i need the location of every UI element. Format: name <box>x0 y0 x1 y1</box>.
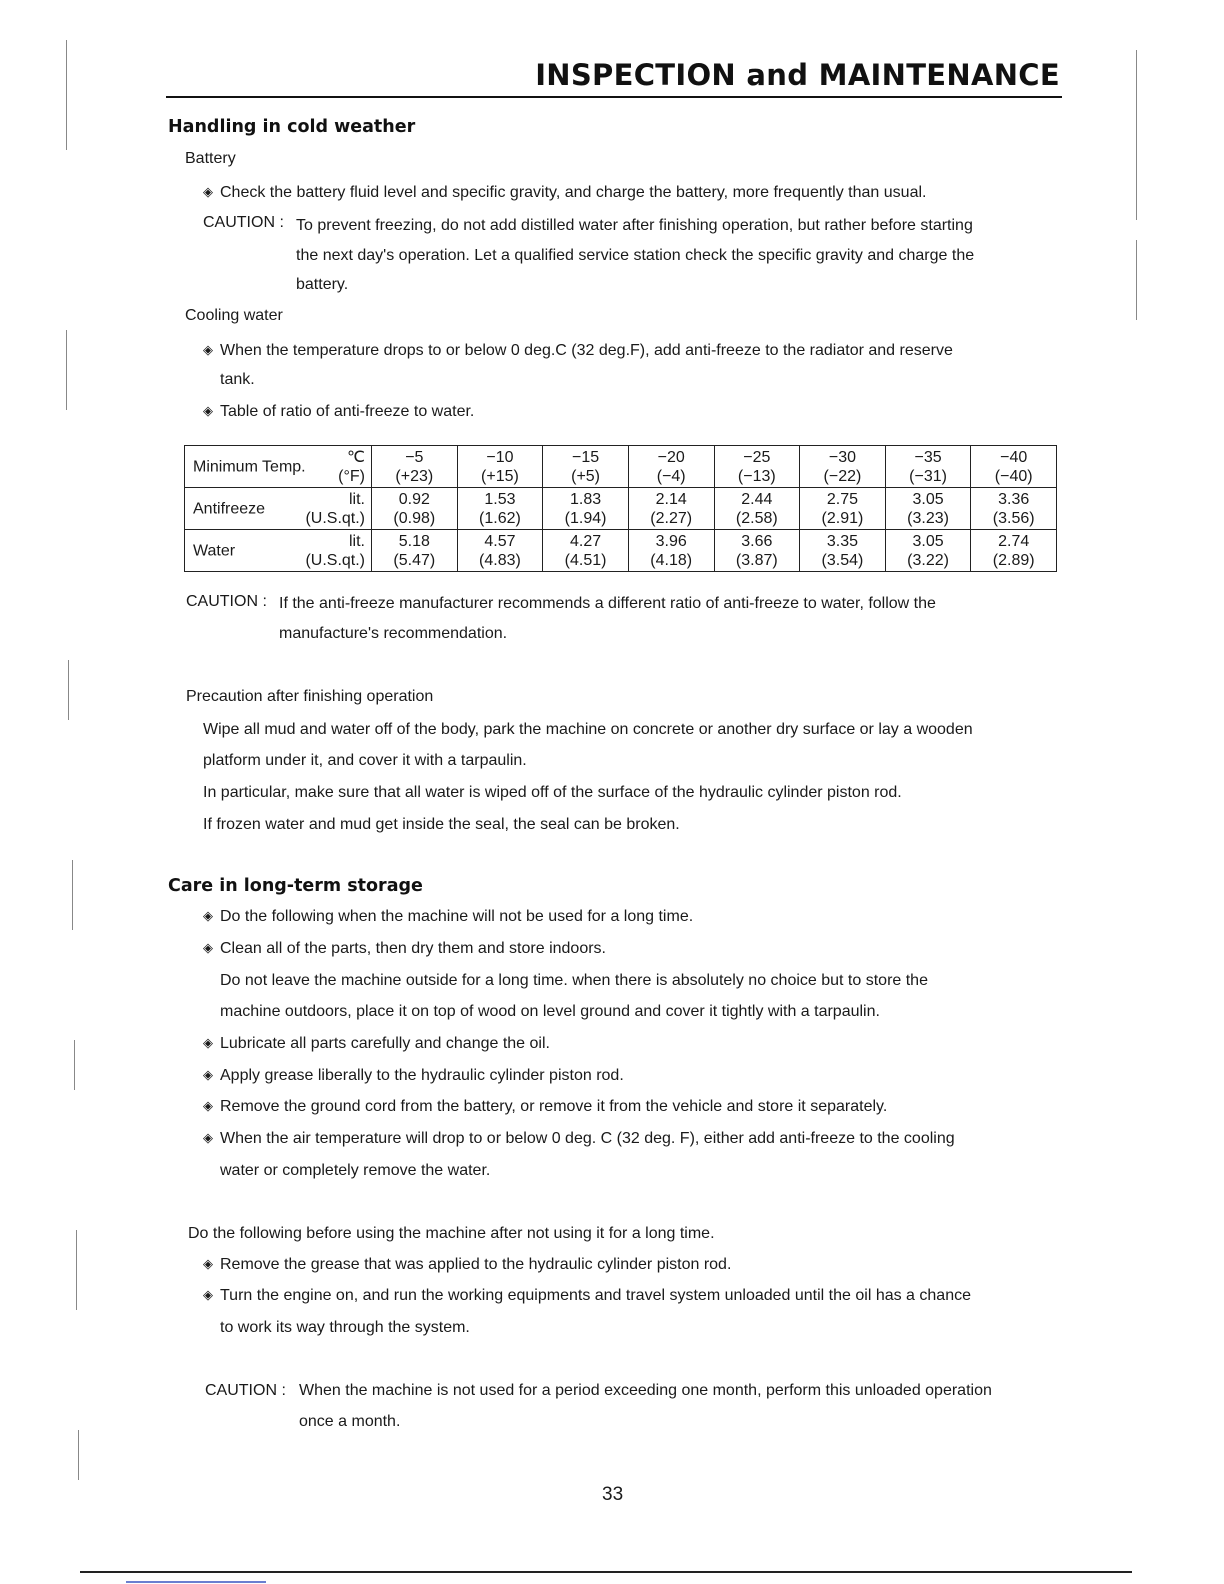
diamond-bullet-icon: ◈ <box>203 940 213 955</box>
table-cell: −40 (−40) <box>971 446 1057 488</box>
footer-rule <box>80 1571 1132 1573</box>
list-item: ◈ Clean all of the parts, then dry them and store indoors. <box>203 940 606 957</box>
binding-mark <box>76 1230 77 1310</box>
table-cell: 2.74 (2.89) <box>971 530 1057 572</box>
caution-text: When the machine is not used for a period exceeding one month, perform this unloaded operation <box>299 1382 992 1399</box>
table-cell: 0.92 (0.98) <box>372 488 458 530</box>
binding-mark <box>1136 240 1137 320</box>
diamond-bullet-icon: ◈ <box>203 1287 213 1302</box>
table-cell: 3.36 (3.56) <box>971 488 1057 530</box>
diamond-bullet-icon: ◈ <box>203 908 213 923</box>
caution-text: manufacture's recommendation. <box>279 625 508 642</box>
caution-label: CAUTION : <box>186 593 267 610</box>
diamond-bullet-icon: ◈ <box>203 1130 213 1145</box>
table-row <box>185 530 1057 572</box>
table-row <box>185 488 1057 530</box>
paragraph-line: In particular, make sure that all water is wiped off of the surface of the hydraulic cylinder piston rod. <box>203 784 902 801</box>
table-cell: −20 (−4) <box>628 446 714 488</box>
list-item: ◈ Remove the grease that was applied to the hydraulic cylinder piston rod. <box>203 1256 732 1273</box>
list-item: ◈ When the temperature drops to or below 0 deg.C (32 deg.F), add anti-freeze to the radiator and reserve <box>203 342 953 359</box>
table-cell: 1.53 (1.62) <box>457 488 543 530</box>
list-item-continued: tank. <box>220 371 255 388</box>
list-item-continued: water or completely remove the water. <box>220 1162 491 1179</box>
list-item-continued: to work its way through the system. <box>220 1319 470 1336</box>
row-label: Antifreeze lit. (U.S.qt.) <box>185 488 372 530</box>
binding-mark <box>1136 50 1137 220</box>
binding-mark <box>68 660 69 720</box>
table-cell: −30 (−22) <box>800 446 886 488</box>
table-cell: 3.05 (3.23) <box>885 488 971 530</box>
binding-mark <box>72 860 73 930</box>
caution-text: To prevent freezing, do not add distilled water after finishing operation, but rather before starting <box>296 217 973 234</box>
binding-mark <box>78 1430 79 1480</box>
table-cell: 3.66 (3.87) <box>714 530 800 572</box>
list-item-continued: Do not leave the machine outside for a long time. when there is absolutely no choice but to store the <box>220 972 928 989</box>
table-cell: 3.35 (3.54) <box>800 530 886 572</box>
table-cell: 2.75 (2.91) <box>800 488 886 530</box>
caution-text: If the anti-freeze manufacturer recommends a different ratio of anti-freeze to water, follow the <box>279 595 936 612</box>
diamond-bullet-icon: ◈ <box>203 342 213 357</box>
paragraph-line: If frozen water and mud get inside the seal, the seal can be broken. <box>203 816 680 833</box>
caution-label: CAUTION : <box>205 1382 286 1399</box>
subheading-cooling-water: Cooling water <box>185 307 283 324</box>
caution-text: battery. <box>296 276 349 293</box>
diamond-bullet-icon: ◈ <box>203 403 213 418</box>
list-item: ◈ Turn the engine on, and run the working equipments and travel system unloaded until the oil has a chance <box>203 1287 971 1304</box>
table-cell: −5 (+23) <box>372 446 458 488</box>
binding-mark <box>74 1040 75 1090</box>
list-item: ◈ Do the following when the machine will not be used for a long time. <box>203 908 694 925</box>
paragraph-line: Wipe all mud and water off of the body, park the machine on concrete or another dry surface or lay a wooden <box>203 721 973 738</box>
diamond-bullet-icon: ◈ <box>203 184 213 199</box>
paragraph-line: platform under it, and cover it with a tarpaulin. <box>203 752 527 769</box>
table-cell: 1.83 (1.94) <box>543 488 629 530</box>
table-cell: 3.05 (3.22) <box>885 530 971 572</box>
page-number: 33 <box>602 1484 624 1505</box>
table-row <box>185 446 1057 488</box>
caution-text: once a month. <box>299 1413 401 1430</box>
table-cell: −25 (−13) <box>714 446 800 488</box>
table-cell: −15 (+5) <box>543 446 629 488</box>
table-cell: 2.44 (2.58) <box>714 488 800 530</box>
list-item: ◈ When the air temperature will drop to or below 0 deg. C (32 deg. F), either add anti-freeze to the cooling <box>203 1130 955 1147</box>
row-label: Water lit. (U.S.qt.) <box>185 530 372 572</box>
paragraph-line: Do the following before using the machine after not using it for a long time. <box>188 1225 715 1242</box>
list-item: ◈ Check the battery fluid level and specific gravity, and charge the battery, more frequently than usual. <box>203 184 927 201</box>
caution-label: CAUTION : <box>203 214 284 231</box>
table-cell: 2.14 (2.27) <box>628 488 714 530</box>
row-label: Minimum Temp. ℃ (°F) <box>185 446 372 488</box>
table-cell: 3.96 (4.18) <box>628 530 714 572</box>
caution-text: the next day's operation. Let a qualified service station check the specific gravity and charge the <box>296 247 975 264</box>
footer-mark <box>126 1581 266 1583</box>
page-title: INSPECTION and MAINTENANCE <box>535 58 1060 92</box>
subheading-precaution: Precaution after finishing operation <box>186 688 434 705</box>
table-cell: −10 (+15) <box>457 446 543 488</box>
list-item: ◈ Remove the ground cord from the battery, or remove it from the vehicle and store it separately. <box>203 1098 888 1115</box>
binding-mark <box>66 330 67 410</box>
diamond-bullet-icon: ◈ <box>203 1035 213 1050</box>
list-item-continued: machine outdoors, place it on top of wood on level ground and cover it tightly with a tarpaulin. <box>220 1003 880 1020</box>
table-cell: −35 (−31) <box>885 446 971 488</box>
section-heading-cold-weather: Handling in cold weather <box>168 117 416 137</box>
list-item: ◈ Apply grease liberally to the hydraulic cylinder piston rod. <box>203 1067 624 1084</box>
anti-freeze-ratio-table <box>184 445 1057 572</box>
binding-mark <box>66 40 67 150</box>
list-item: ◈ Table of ratio of anti-freeze to water. <box>203 403 475 420</box>
list-item: ◈ Lubricate all parts carefully and change the oil. <box>203 1035 550 1052</box>
title-underline <box>166 96 1062 98</box>
diamond-bullet-icon: ◈ <box>203 1098 213 1113</box>
subheading-battery: Battery <box>185 150 236 167</box>
table-cell: 4.57 (4.83) <box>457 530 543 572</box>
diamond-bullet-icon: ◈ <box>203 1256 213 1271</box>
diamond-bullet-icon: ◈ <box>203 1067 213 1082</box>
table-cell: 4.27 (4.51) <box>543 530 629 572</box>
table-cell: 5.18 (5.47) <box>372 530 458 572</box>
section-heading-storage: Care in long-term storage <box>168 876 423 896</box>
